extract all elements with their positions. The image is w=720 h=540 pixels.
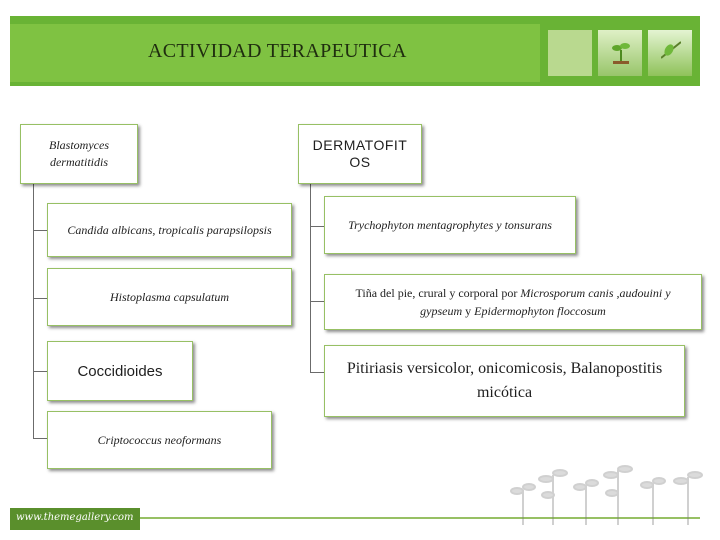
left-item-label-4: Criptococcus neoformans xyxy=(97,432,222,447)
right-tree-line xyxy=(310,183,311,373)
left-item-label-1: Candida albicans, tropicalis parapsilopsis xyxy=(67,222,272,237)
left-item-box-2 xyxy=(47,268,292,326)
right-branch-3 xyxy=(310,372,325,373)
right-header-label: DERMATOFIT OS xyxy=(312,137,408,170)
footer-website[interactable]: www.themegallery.com xyxy=(16,512,134,523)
left-item-box-1 xyxy=(47,203,292,257)
header-tile-plain xyxy=(548,30,592,76)
right-item-2-species: Microsporum canis ,audouini y gypseum xyxy=(420,286,671,318)
right-item-2-mid: y xyxy=(462,304,475,318)
left-item-label-2: Histoplasma capsulatum xyxy=(109,289,229,304)
right-header-box xyxy=(298,124,422,184)
left-header-box xyxy=(20,124,138,184)
right-item-label-1: Trychophyton mentagrophytes y tonsurans xyxy=(348,217,552,232)
right-branch-2 xyxy=(310,301,325,302)
header xyxy=(0,0,720,97)
right-item-box-3 xyxy=(324,345,685,417)
page-title: ACTIVIDAD TERAPEUTICA xyxy=(148,40,407,62)
right-item-2-species-2: Epidermophyton floccosum xyxy=(474,304,606,318)
left-tree-line xyxy=(33,183,34,439)
right-item-box-1 xyxy=(324,196,576,254)
left-branch-1 xyxy=(33,230,48,231)
left-branch-3 xyxy=(33,371,48,372)
right-branch-1 xyxy=(310,226,325,227)
right-item-label-2 xyxy=(335,284,691,320)
right-item-2-prefix: Tiña del pie, crural y corporal por xyxy=(355,286,521,300)
left-header-label: Blastomyces dermatitidis xyxy=(49,138,109,169)
seedling-image xyxy=(598,30,642,76)
right-item-label-3: Pitiriasis versicolor, onicomicosis, Balanopostitis micótica xyxy=(346,360,663,401)
leaf-branch-icon xyxy=(661,38,681,64)
left-item-box-3 xyxy=(47,341,193,401)
plants-watermark-icon xyxy=(508,455,718,525)
right-item-box-2 xyxy=(324,274,702,330)
left-item-box-4 xyxy=(47,411,272,469)
branch-image xyxy=(648,30,692,76)
left-branch-2 xyxy=(33,298,48,299)
left-item-label-3: Coccidioides xyxy=(77,362,163,380)
seedling-icon xyxy=(611,38,631,64)
left-branch-4 xyxy=(33,438,48,439)
